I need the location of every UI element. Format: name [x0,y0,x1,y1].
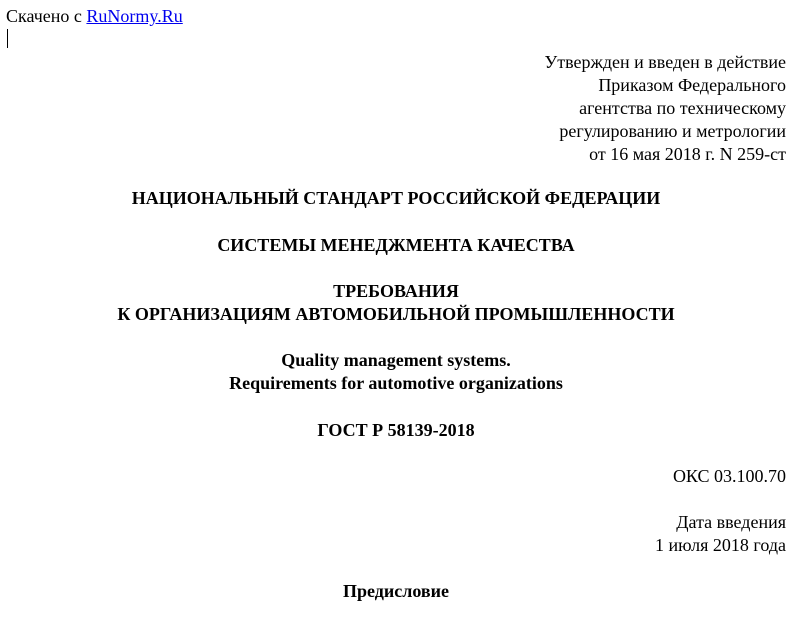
approval-line: Утвержден и введен в действие [544,52,786,72]
english-title-line-2: Requirements for automotive organizations [229,373,563,393]
source-link[interactable]: RuNormy.Ru [86,6,183,26]
english-title-line-1: Quality management systems. [281,350,511,370]
approval-line: регулированию и метрологии [559,121,786,141]
text-cursor [7,29,8,48]
standard-type-heading: НАЦИОНАЛЬНЫЙ СТАНДАРТ РОССИЙСКОЙ ФЕДЕРАЦИИ [131,188,661,208]
source-line [6,5,183,28]
approval-line: Приказом Федерального [598,75,786,95]
approval-line: агентства по техническому [579,98,786,118]
approval-line: от 16 мая 2018 г. N 259-ст [589,144,786,164]
gost-number: ГОСТ Р 58139-2018 [317,420,475,440]
title-line-1: ТРЕБОВАНИЯ [333,281,459,301]
title-line-2: К ОРГАНИЗАЦИЯМ АВТОМОБИЛЬНОЙ ПРОМЫШЛЕННОСТИ [117,304,675,324]
oks-code: ОКС 03.100.70 [672,466,786,486]
intro-date-value: 1 июля 2018 года [655,535,786,555]
system-heading: СИСТЕМЫ МЕНЕДЖМЕНТА КАЧЕСТВА [217,235,575,255]
intro-date-label: Дата введения [676,512,786,532]
source-prefix: Скачено с [6,6,87,26]
approval-block [544,51,786,166]
section-title-foreword: Предисловие [343,581,449,601]
